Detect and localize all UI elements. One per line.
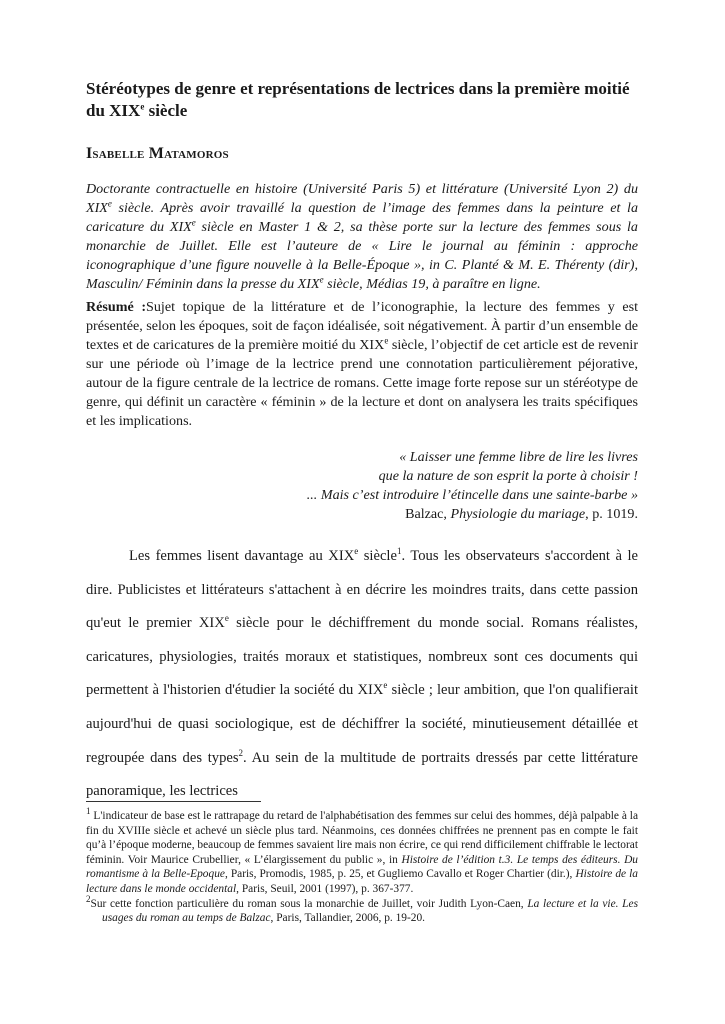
epigraph-line: ... Mais c’est introduire l’étincelle dans une sainte-barbe » <box>306 487 638 503</box>
epigraph-line: que la nature de son esprit la porte à choisir ! <box>378 468 638 484</box>
epigraph <box>86 448 638 524</box>
title-superscript: e <box>140 101 145 112</box>
author-name: Isabelle Matamoros <box>86 145 229 162</box>
article-title <box>86 78 638 122</box>
body-paragraph: Les femmes lisent davantage au XIXe siècle$^1$. Tous les observateurs s'accordent à le dire. Publicistes et littérateurs s'attachent à en décrire les moindres traits, dans cette passion qu'eut le premier XIXe siècle pour le déchiffrement du monde social. Romans réalistes, caricatures, physiologies, traités moraux et statistiques, nombreux sont ces documents qui permettent à l'historien d'étudier la société du XIXe siècle ; leur ambition, que l'on qualifierait aujourd'hui de quasi sociologique, est de déchiffrer la société, minutieusement détaillée et regroupée dans des types$^2$. Au sein de la multitude de portraits dressés par cette littérature panoramique, les lectrices <box>86 546 639 800</box>
abstract: Résumé :Sujet topique de la littérature et de l’iconographie, la lecture des femmes y est présentée, selon les époques, soit de façon idéalisée, soit négativement. À partir d’un ensemble de textes et de caricatures de la première moitié du XIXe siècle, l’objectif de cet article est de revenir sur une période où l’image de la lectrice prend une connotation particulièrement péjorative, autour de la figure centrale de la lectrice de romans. Cette image forte repose sur un stéréotype de genre, qui définit un caractère « féminin » de la lecture et dont on analysera les traits spécifiques et les implications. <box>86 299 639 429</box>
epigraph-source: Balzac, Physiologie du mariage, p. 1019. <box>405 506 638 522</box>
author-bio: Doctorante contractuelle en histoire (Université Paris 5) et littérature (Université Lyon 2) du XIXe siècle. Après avoir travaillé la question de l’image des femmes dans la peinture et la caricature du XIXe siècle en Master 1 & 2, sa thèse porte sur la lecture des femmes sous la monarchie de Juillet. Elle est l’auteure de « Lire le journal au féminin : approche iconographique d’une figure nouvelle à la Belle-Époque », in C. Planté & M. E. Thérenty (dir), Masculin/ Féminin dans la presse du XIXe siècle, Médias 19, à paraître en ligne. <box>86 181 638 292</box>
footnote-ref[interactable]: 1 <box>396 546 402 557</box>
footnote-divider <box>86 801 261 802</box>
abstract-label: Résumé : <box>86 299 147 315</box>
footnote-1: $^1$ L'indicateur de base est le rattrapage du retard de l'alphabétisation des femmes sur celui des hommes, déjà palpable à la fin du XVIIIe siècle et achevé un siècle plus tard. Néanmoins, ces données chiffrées ne prennent pas en compte le fait qu’à l’époque moderne, beaucoup de femmes savaient lire mais non écrire, ce qui rend difficilement chiffrable le lectorat féminin. Voir Maurice Crubellier, « L’élargissement du public », in Histoire de l’édition t.3. Le temps des éditeurs. Du romantisme à la Belle-Epoque, Paris, Promodis, 1985, p. 25, et Gugliemo Cavallo et Roger Chartier (dir.), Histoire de la lecture dans le monde occidental, Paris, Seuil, 2001 (1997), p. 367-377. <box>86 806 638 895</box>
title-text: Stéréotypes de genre et représentations de lectrices dans la première moitié du XIX <box>86 79 630 120</box>
title-text-end: siècle <box>144 101 188 120</box>
footnote-ref[interactable]: 2 <box>238 747 244 758</box>
footnotes <box>86 806 638 926</box>
footnote-2: $^2$Sur cette fonction particulière du roman sous la monarchie de Juillet, voir Judith Lyon-Caen, La lecture et la vie. Les usages du roman au temps de Balzac, Paris, Tallandier, 2006, p. 19-20. <box>86 893 638 925</box>
epigraph-line: « Laisser une femme libre de lire les livres <box>399 449 638 465</box>
